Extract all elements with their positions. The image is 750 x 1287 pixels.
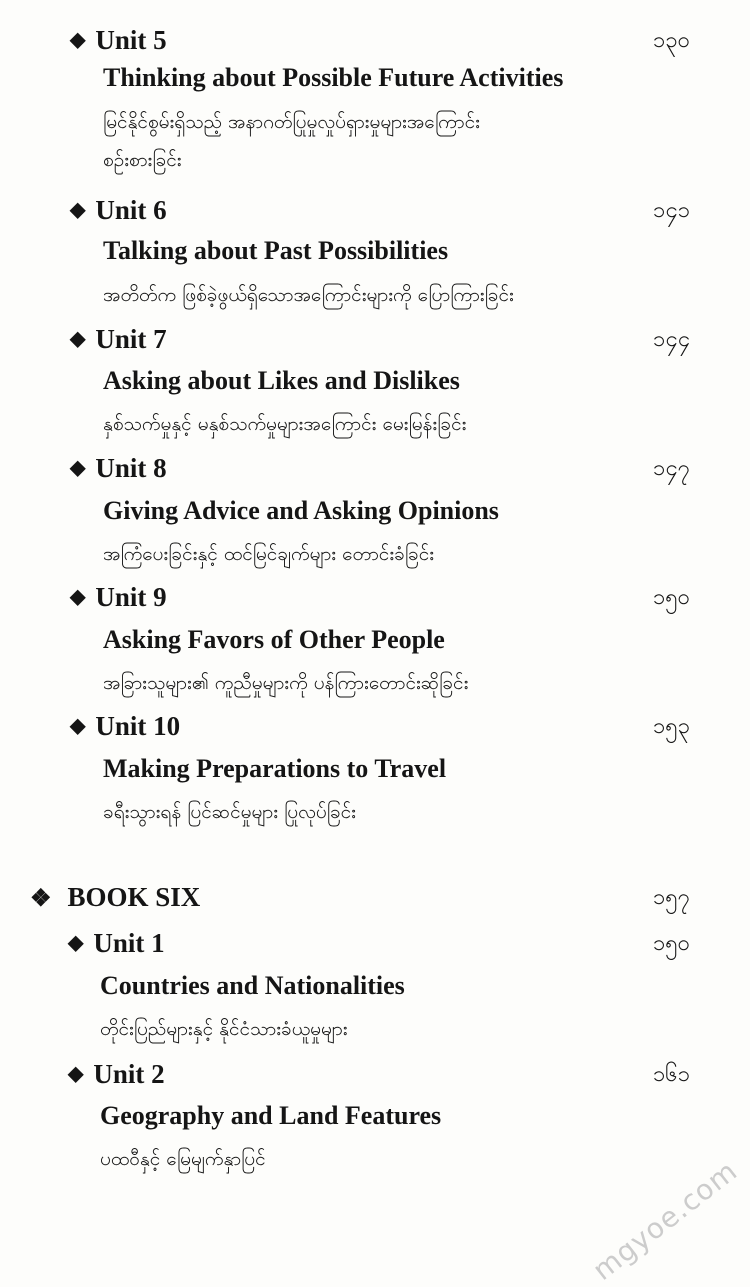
unit-title: Giving Advice and Asking Opinions: [103, 496, 499, 525]
unit-title: Asking about Likes and Dislikes: [103, 366, 460, 395]
unit-heading: ◆ Unit 8: [70, 453, 167, 483]
unit-heading: ◆ Unit 5: [70, 25, 167, 55]
unit-heading: ◆ Unit 1: [68, 928, 165, 958]
unit-title: Talking about Past Possibilities: [103, 236, 449, 265]
unit-title: Countries and Nationalities: [100, 971, 405, 1000]
diamond-bullet-icon: ◆: [68, 932, 84, 954]
unit-title-mm: ခရီးသွားရန် ပြင်ဆင်မှုများ ပြုလုပ်ခြင်း: [103, 801, 356, 823]
unit-title-mm: မြင်နိုင်စွမ်းရှိသည့် အနာဂတ်ပြုမှုလှုပ်ရှားမှုများအကြောင်း: [103, 111, 480, 133]
watermark: mgyoe.com: [586, 1153, 744, 1287]
page-number: ၁၅၇: [652, 885, 690, 910]
page-number: ၁၄၇: [652, 456, 690, 481]
page-number: ၁၄၄: [652, 327, 690, 352]
unit-title-mm: အကြံပေးခြင်းနှင့် ထင်မြင်ချက်များ တောင်းခံခြင်း: [103, 543, 435, 565]
page-number: ၁၅၀: [652, 585, 690, 610]
book-heading: ❖ BOOK SIX: [30, 882, 201, 912]
unit-title-mm: ပထဝီနှင့် မြေမျက်နှာပြင်: [100, 1148, 266, 1170]
unit-title-mm: တိုင်းပြည်များနှင့် နိုင်ငံသားခံယူမှုများ: [100, 1018, 348, 1040]
page-number: ၁၆၁: [652, 1062, 690, 1087]
unit-heading: ◆ Unit 10: [70, 711, 181, 741]
unit-heading: ◆ Unit 9: [70, 582, 167, 612]
unit-title: Asking Favors of Other People: [103, 625, 445, 654]
unit-title-mm: စဉ်းစားခြင်း: [103, 149, 182, 171]
unit-title: Geography and Land Features: [100, 1101, 442, 1130]
unit-title-mm: နှစ်သက်မှုနှင့် မနှစ်သက်မှုများအကြောင်း မေးမြန်းခြင်း: [103, 413, 467, 435]
page-number: ၁၅၃: [652, 714, 690, 739]
unit-heading: ◆ Unit 7: [70, 324, 167, 354]
page-number: ၁၅၀: [652, 931, 690, 956]
diamond-bullet-icon: ◆: [68, 1063, 84, 1085]
unit-title: Making Preparations to Travel: [103, 754, 447, 783]
page-number: ၁၄၁: [652, 198, 690, 223]
unit-title-mm: အတိတ်က ဖြစ်ခဲ့ဖွယ်ရှိသောအကြောင်းများကို ပြောကြားခြင်း: [103, 284, 514, 306]
diamond-bullet-icon: ◆: [70, 715, 86, 737]
unit-title-mm: အခြားသူများ၏ ကူညီမှုများကို ပန်ကြားတောင်းဆိုခြင်း: [103, 672, 469, 694]
diamond-cluster-bullet-icon: ❖: [30, 886, 52, 912]
page-number: ၁၃၀: [652, 28, 690, 53]
diamond-bullet-icon: ◆: [70, 328, 86, 350]
unit-heading: ◆ Unit 2: [68, 1059, 165, 1089]
unit-heading: ◆ Unit 6: [70, 195, 167, 225]
diamond-bullet-icon: ◆: [70, 457, 86, 479]
diamond-bullet-icon: ◆: [70, 199, 86, 221]
unit-title: Thinking about Possible Future Activities: [103, 63, 564, 92]
diamond-bullet-icon: ◆: [70, 29, 86, 51]
diamond-bullet-icon: ◆: [70, 586, 86, 608]
